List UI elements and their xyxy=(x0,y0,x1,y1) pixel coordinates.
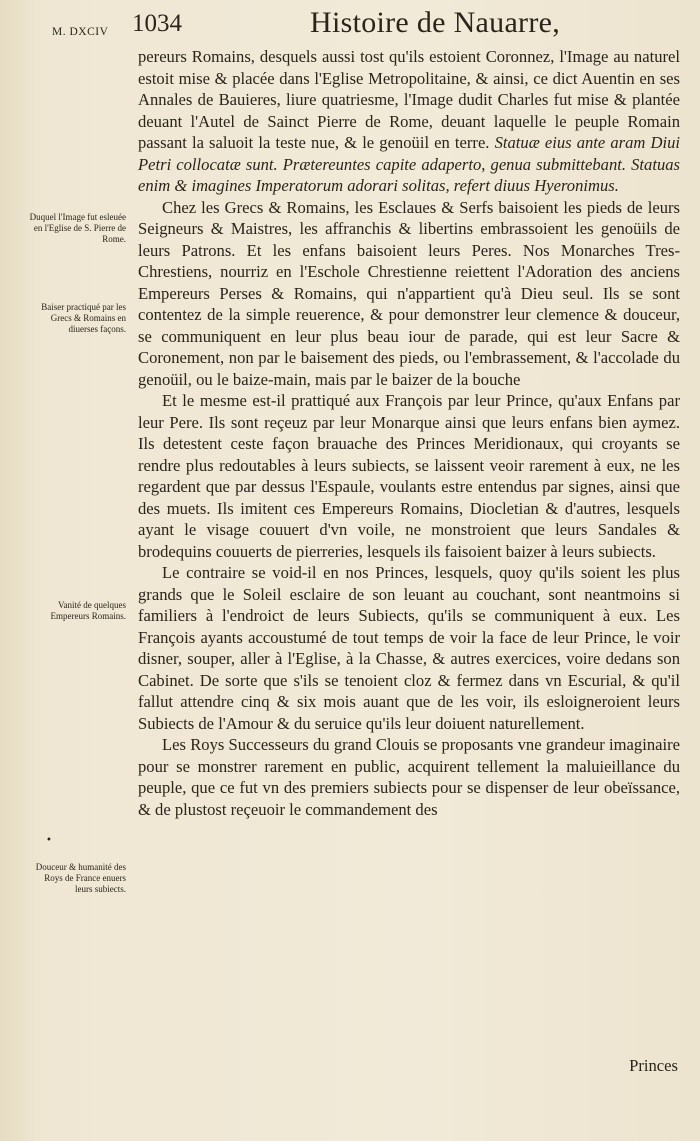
running-title: Histoire de Nauarre, xyxy=(310,6,561,39)
margin-bullet: • xyxy=(46,835,52,846)
paragraph-1-text: pereurs Romains, desquels aussi tost qu'ils estoient Coronnez, l'Image au naturel estoit mise & placée dans l'Eglise Metropolitaine, & ainsi, ce dict Auentin en ses Annales de Bauieres, liure quatriesme, l'Image dudit Charles fut mise & plantée deuant l'Autel de Sainct Pierre de Rome, deuant laquelle le peuple Romain passant la saluoit la teste nue, & le genoüil en terre. xyxy=(138,47,680,152)
paragraph-4: Le contraire se void-il en nos Princes, lesquels, quoy qu'ils soient les plus grands que le Soleil esclaire de son leuant au couchant, sont neantmoins si familiers à l'endroict de leurs Subiects, qu'ils se communiquent à eux. Les François ayants accoustumé de tout temps de voir la face de leur Prince, le voir disner, souper, aller à l'Eglise, à la Chasse, & autres exercices, voire dedans son Cabinet. De sorte que s'ils se tenoient cloz & fermez dans vn Escurial, & qu'il fallut attendre cinq & six mois auant que de les voir, ils esloigneroient leurs Subiects de l'Amour & du seruice qu'ils leur doiuent naturellement. xyxy=(138,563,680,733)
paragraph-1 xyxy=(138,46,680,197)
header-year: M. DXCIV xyxy=(52,26,109,38)
running-header xyxy=(0,4,700,44)
page-number: 1034 xyxy=(132,10,182,37)
margin-note-vanite: Vanité de quelques Empereurs Romains. xyxy=(50,600,126,622)
margin-note-image-rome: Duquel l'Image fut esleuée en l'Eglise de S. Pierre de Rome. xyxy=(29,212,126,245)
paragraph-2: Chez les Grecs & Romains, les Esclaues & Serfs baisoient les pieds de leurs Seigneurs & Maistres, les affranchis & libertins embrassoient les genoüils de leurs Patrons. Et les enfans baisoient leurs Peres. Nos Monarches Tres-Chrestiens, nourriz en l'Eschole Chrestienne reiettent l'Adoration des anciens Empereurs Perses & Romains, qui n'appartient qu'à Dieu seul. Ils se sont contentez de la simple reuerence, & pour demonstrer leur clemence & douceur, se communiquent en leur plus beau iour de parade, qui est leur Sacre & Coronement, non par le baisement des pieds, ou l'embrassement, & l'accolade du genoüil, ou le baize-main, mais par le baizer de la bouche xyxy=(138,197,680,389)
catchword: Princes xyxy=(629,1056,678,1075)
latin-quotation: Statuæ eius ante aram Diui Petri collocatæ sunt. Prætereuntes capite adaperto, genua submittebant. Statuas enim & imagines Imperatorum adorari solitas, refert diuus Hyeronimus. xyxy=(138,133,681,195)
margin-note-baiser: Baiser practiqué par les Grecs & Romains en diuerses façons. xyxy=(41,302,126,335)
main-text xyxy=(138,46,680,820)
paragraph-3: Et le mesme est-il prattiqué aux François par leur Prince, qu'aux Enfans par leur Pere. Ils sont reçeuz par leur Monarque ainsi que leurs enfans bien aymez. Ils detestent ceste façon brauache des Princes Meridionaux, qui croyants se rendre plus redoutables à leurs subiects, se laissent veoir rarement à eux, ne les regardent que par dessus l'Espaule, voulants estre entendus par signes, ainsi que des muets. Ils imitent ces Empereurs Romains, Diocletian & d'autres, lesquels ayant le visage couuert d'vn voile, ne monstroient que leurs Sandales & brodequins couuerts de pierreries, lesquels ils faisoient baizer à leurs subiects. xyxy=(138,391,680,561)
paragraph-5: Les Roys Successeurs du grand Clouis se proposants vne grandeur imaginaire pour se monstrer rarement en public, acquirent tellement la maluieillance du peuple, que ce fut vn des premiers subiects pour se dispenser de leur obeïssance, & de plustost reçeuoir le commandement des xyxy=(138,735,680,819)
margin-note-douceur: Douceur & humanité des Roys de France enuers leurs subiects. xyxy=(35,862,126,895)
